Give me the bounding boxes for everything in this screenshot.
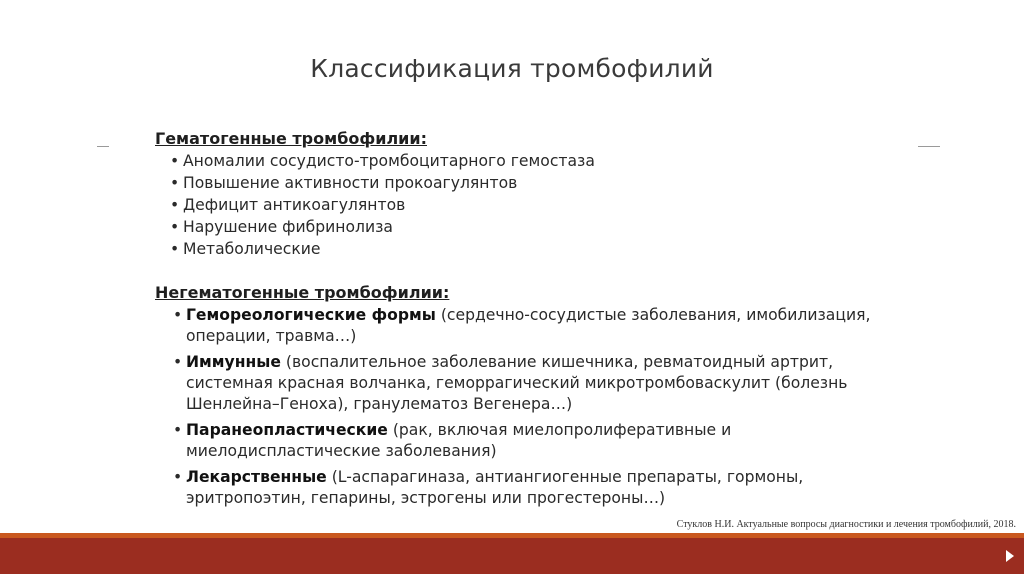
hematogenic-list [170, 150, 595, 260]
list-item: • Метаболические [170, 240, 321, 258]
slide-title: Классификация тромбофилий [310, 54, 714, 83]
list-item: • Гемореологические формы (сердечно-сосудистые заболевания, имобилизация, операции, травма…) [173, 306, 871, 345]
bullet-icon: • [170, 218, 180, 236]
decorative-dash-right [918, 146, 940, 147]
play-arrow-icon[interactable] [1006, 550, 1014, 562]
list-item: • Иммунные (воспалительное заболевание кишечника, ревматоидный артрит, системная красная волчанка, геморрагический микротромбоваскулит (болезнь Шенлейна–Геноха), гранулематоз Вегенера…) [173, 353, 848, 413]
list-item: • Повышение активности прокоагулянтов [170, 174, 518, 192]
bullet-icon: • [173, 306, 183, 324]
bullet-icon: • [170, 240, 180, 258]
section-heading-hematogenic: Гематогенные тромбофилии: [155, 129, 427, 148]
bullet-icon: • [170, 196, 180, 214]
bullet-icon: • [173, 421, 183, 439]
section-heading-non-hematogenic: Негематогенные тромбофилии: [155, 283, 450, 302]
list-item: • Дефицит антикоагулянтов [170, 196, 406, 214]
list-item: • Паранеопластические (рак, включая миелопролиферативные и миелодиспластические заболевания) [173, 421, 732, 460]
bullet-icon: • [173, 468, 183, 486]
non-hematogenic-list [173, 305, 886, 514]
bullet-icon: • [170, 152, 180, 170]
decorative-dash-left [97, 146, 109, 147]
source-citation: Стуклов Н.И. Актуальные вопросы диагностики и лечения тромбофилий, 2018. [676, 519, 1016, 530]
list-item: • Нарушение фибринолиза [170, 218, 393, 236]
bullet-icon: • [173, 353, 183, 371]
list-item: • Аномалии сосудисто-тромбоцитарного гемостаза [170, 152, 595, 170]
footer-bar [0, 538, 1024, 574]
list-item: • Лекарственные (L-аспарагиназа, антиангиогенные препараты, гормоны, эритропоэтин, гепарины, эстрогены или прогестероны…) [173, 468, 804, 507]
bullet-icon: • [170, 174, 180, 192]
